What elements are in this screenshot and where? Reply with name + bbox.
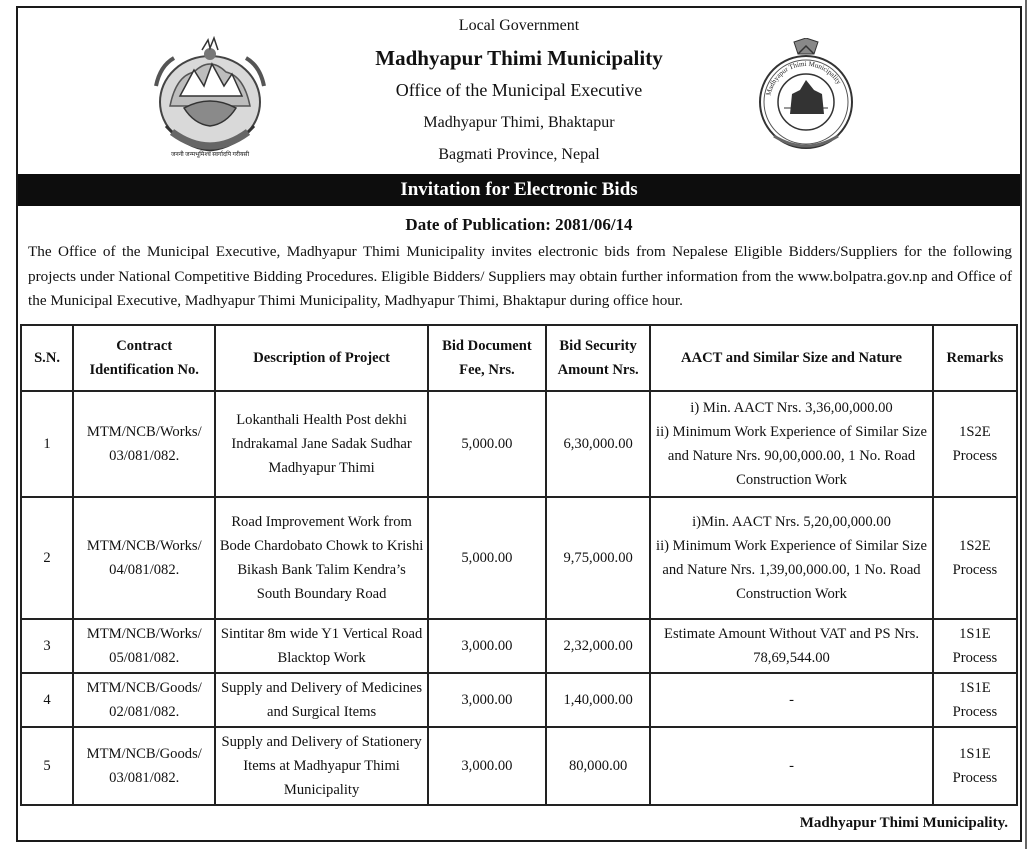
cell-remarks: 1S1E Process — [933, 727, 1017, 805]
aact-line-1: i)Min. AACT Nrs. 5,20,00,000.00 — [692, 514, 891, 530]
publication-date: Date of Publication: 2081/06/14 — [405, 215, 633, 234]
table-row — [21, 497, 1017, 619]
cell-aact — [650, 391, 933, 497]
cell-sn: 2 — [21, 497, 73, 619]
cell-fee: 3,000.00 — [428, 673, 546, 727]
cell-security: 6,30,000.00 — [546, 391, 650, 497]
cell-sn: 5 — [21, 727, 73, 805]
invitation-banner: Invitation for Electronic Bids — [18, 174, 1020, 206]
header-office-name: Office of the Municipal Executive — [395, 80, 643, 100]
table-row — [21, 619, 1017, 673]
bids-table — [20, 324, 1018, 806]
bid-notice — [16, 6, 1022, 842]
cell-description: Supply and Delivery of Medicines and Surgical Items — [215, 673, 427, 727]
cell-contract: MTM/NCB/Works/ 04/081/082. — [73, 497, 215, 619]
svg-text:जननी जन्मभूमिश्च स्वर्गादपि गर: जननी जन्मभूमिश्च स्वर्गादपि गरीयसी — [170, 152, 250, 158]
header-local-government: Local Government — [458, 17, 580, 34]
header-bid-security: Bid Security Amount Nrs. — [546, 325, 650, 391]
municipality-seal-icon — [754, 38, 858, 154]
cell-fee: 5,000.00 — [428, 391, 546, 497]
cell-remarks: 1S1E Process — [933, 673, 1017, 727]
header-remarks: Remarks — [933, 325, 1017, 391]
aact-line-2: ii) Minimum Work Experience of Similar Size and Nature Nrs. 1,39,00,000.00, 1 No. Road Construction Work — [656, 538, 927, 602]
notice-header — [18, 8, 1020, 176]
cell-contract: MTM/NCB/Works/ 05/081/082. — [73, 619, 215, 673]
cell-fee: 5,000.00 — [428, 497, 546, 619]
cell-description: Supply and Delivery of Stationery Items at Madhyapur Thimi Municipality — [215, 727, 427, 805]
aact-line-2: ii) Minimum Work Experience of Similar Size and Nature Nrs. 90,00,000.00, 1 No. Road Construction Work — [656, 424, 927, 488]
cell-contract: MTM/NCB/Works/ 03/081/082. — [73, 391, 215, 497]
cell-contract: MTM/NCB/Goods/ 03/081/082. — [73, 727, 215, 805]
header-sn: S.N. — [21, 325, 73, 391]
cell-remarks: 1S2E Process — [933, 391, 1017, 497]
table-row — [21, 391, 1017, 497]
signature-line: Madhyapur Thimi Municipality. — [799, 815, 1008, 831]
cell-security: 80,000.00 — [546, 727, 650, 805]
cell-security: 2,32,000.00 — [546, 619, 650, 673]
cell-security: 1,40,000.00 — [546, 673, 650, 727]
header-contract-id: Contract Identification No. — [73, 325, 215, 391]
cell-description: Lokanthali Health Post dekhi Indrakamal Jane Sadak Sudhar Madhyapur Thimi — [215, 391, 427, 497]
cell-security: 9,75,000.00 — [546, 497, 650, 619]
cell-aact — [650, 497, 933, 619]
cell-fee: 3,000.00 — [428, 727, 546, 805]
cell-aact: - — [650, 727, 933, 805]
header-location: Madhyapur Thimi, Bhaktapur — [423, 114, 615, 131]
table-header-row — [21, 325, 1017, 391]
cell-remarks: 1S2E Process — [933, 497, 1017, 619]
aact-line-1: i) Min. AACT Nrs. 3,36,00,000.00 — [690, 400, 893, 416]
cell-sn: 4 — [21, 673, 73, 727]
intro-paragraph: The Office of the Municipal Executive, Madhyapur Thimi Municipality invites electronic bids from Nepalese Eligible Bidders/Suppliers for the following projects under National Competitive Bidding Procedures. Eligible Bidders/ Suppliers may obtain further information from the www.bolpatra.gov.np and Office of the Municipal Executive, Madhyapur Thimi Municipality, Madhyapur Thimi, Bhaktapur during office hour. — [28, 243, 1012, 309]
header-municipality-name: Madhyapur Thimi Municipality — [375, 46, 663, 70]
cell-sn: 1 — [21, 391, 73, 497]
table-row — [21, 727, 1017, 805]
cell-aact: Estimate Amount Without VAT and PS Nrs. 78,69,544.00 — [650, 619, 933, 673]
cell-remarks: 1S1E Process — [933, 619, 1017, 673]
cell-description: Sintitar 8m wide Y1 Vertical Road Blacktop Work — [215, 619, 427, 673]
header-bid-fee: Bid Document Fee, Nrs. — [428, 325, 546, 391]
svg-text:Madhyapur Thimi Municipality: Madhyapur Thimi Municipality — [764, 59, 843, 97]
header-description: Description of Project — [215, 325, 427, 391]
cell-fee: 3,000.00 — [428, 619, 546, 673]
cell-sn: 3 — [21, 619, 73, 673]
cell-aact: - — [650, 673, 933, 727]
header-province: Bagmati Province, Nepal — [438, 146, 600, 163]
cell-contract: MTM/NCB/Goods/ 02/081/082. — [73, 673, 215, 727]
header-aact: AACT and Similar Size and Nature — [650, 325, 933, 391]
table-row — [21, 673, 1017, 727]
page-edge-rule — [1025, 0, 1027, 849]
cell-description: Road Improvement Work from Bode Chardobato Chowk to Krishi Bikash Bank Talim Kendra’s South Boundary Road — [215, 497, 427, 619]
